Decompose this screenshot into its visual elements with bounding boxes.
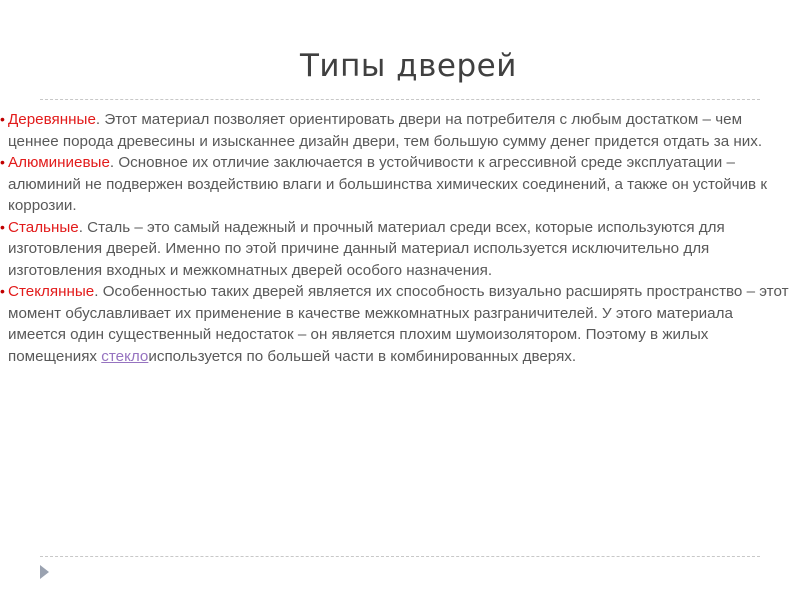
description-aluminum: . Основное их отличие заключается в устойчивости к агрессивной среде эксплуатации – алюминий не подвержен воздействию влаги и большинства химических соединений, а также он устойчив к коррозии. bbox=[8, 154, 767, 214]
bullet-icon: • bbox=[0, 218, 5, 235]
bullet-icon: • bbox=[0, 111, 5, 127]
term-aluminum: Алюминиевые bbox=[8, 154, 110, 171]
list-item-wooden bbox=[0, 109, 790, 152]
term-wooden: Деревянные bbox=[8, 111, 96, 128]
term-steel: Стальные bbox=[8, 218, 79, 236]
bullet-icon: • bbox=[0, 154, 5, 170]
list-item-steel bbox=[0, 217, 790, 282]
description-glass: . Особенностью таких дверей является их способность визуально расширять пространство – этот момент обуславливает их применение в качестве межкомнатных разграничителей. У этого материала имеется один существенный недостаток – он является плохим шумоизолятором. Поэтому в жилых помещениях bbox=[8, 283, 789, 365]
top-divider bbox=[40, 99, 760, 100]
content-list bbox=[0, 109, 790, 367]
description-steel: . Сталь – это самый надежный и прочный материал среди всех, которые используются для изготовления дверей. Именно по этой причине данный материал используется исключительно для изготовления входных и межкомнатных дверей особого назначения. bbox=[8, 218, 725, 279]
glass-link[interactable]: стекло bbox=[101, 347, 149, 365]
next-slide-arrow-icon[interactable] bbox=[40, 565, 49, 579]
description-wooden: . Этот материал позволяет ориентировать двери на потребителя с любым достатком – чем ценнее порода древесины и изысканнее дизайн двери, тем большую сумму денег придется отдать за них. bbox=[8, 111, 763, 150]
description-glass-after: используется по большей части в комбинированных дверях. bbox=[148, 347, 577, 365]
list-item-aluminum bbox=[0, 152, 790, 217]
bullet-icon: • bbox=[0, 283, 5, 299]
term-glass: Стеклянные bbox=[8, 283, 95, 300]
list-item-glass bbox=[0, 281, 790, 367]
slide-title: Типы дверей bbox=[300, 48, 517, 84]
bottom-divider bbox=[40, 556, 760, 557]
